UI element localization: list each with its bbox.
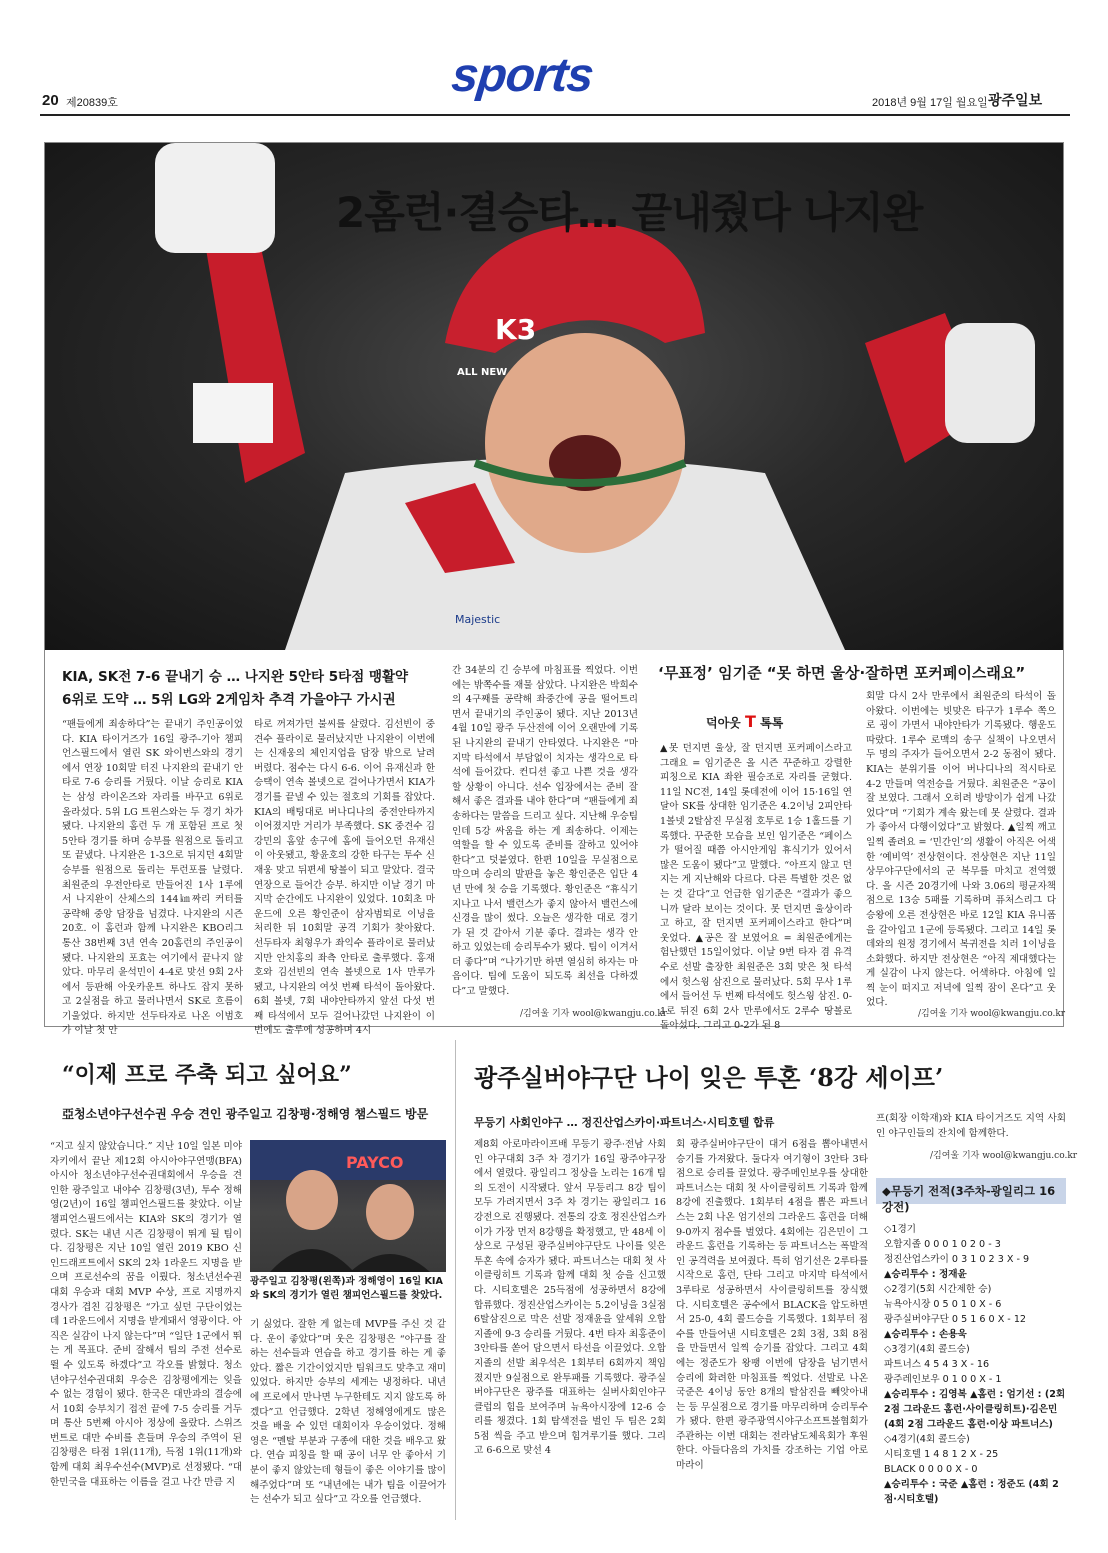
- page-number: 20: [42, 92, 59, 109]
- top-story-byline: /김여울 기자 wool@kwangju.co.kr: [520, 1009, 668, 1019]
- sidebar-byline: /김여울 기자 wool@kwangju.co.kr: [918, 1009, 1066, 1019]
- dugout-badge: [706, 712, 783, 731]
- photo-banner-text: PAYCO: [346, 1153, 404, 1172]
- left-story-column-1: “지고 싶지 않았습니다.” 지난 10일 일본 미야자키에서 끝난 제12회 아시아야구연맹(BFA) 아시아 청소년야구선수권대회에서 우승을 견인한 광주일고 내야수 김창평(3년), 투수 정해영(2년)이 16일 챔피언스필드를 찾았다. 이날 챔피언스필드에서는 KIA와 SK의 경기가 열렸다. SK는 내년 시즌 김창평이 뛰게 될 팀이다. 김창평은 지난 10일 열린 2019 KBO 신인드래프트에서 SK의 2차 1라운드 지명을 받으며 프로선수의 꿈을 이뤘다. 청소년선수권 대회 우승과 대회 MVP 수상, 프로 지명까지 경사가 겹친 김창평은 “가고 싶던 구단이었는데 1라운드에서 지명을 받게돼서 영광이다. 아직은 실감이 나지 않는다”며 “일단 1군에서 뛰는 게 목표다. 준비 잘해서 팀의 주전 선수로 뛸 수 있도록 하겠다”고 각오를 밝혔다. 청소년야구선수권대회 우승은 김창평에게는 잊을 수 없는 경험이 됐다. 한국은 대만과의 결승에서 10회 승부치기 접전 끝에 7-5 승리를 거두며 통산 5번째 아시아 정상에 올랐다. 스위즈 번트로 대만 수비를 흔들며 우승의 주역이 된 김창평은 타점 1위(11개), 득점 1위(11개)와 함께 대회 최우수선수(MVP)로 선정됐다. “대한민국을 대표하는 이름을 걸고 나간 만큼 지: [50, 1141, 242, 1488]
- issue-date: 2018년 9월 17일 월요일: [872, 97, 988, 109]
- score-line: ▲승리투수 : 국준 ▲홈런 : 정준도 (4회 2점·시티호텔): [884, 1479, 1059, 1505]
- top-subhead-2: 6위로 도약 … 5위 LG와 2게임차 추격 가을야구 가시권: [62, 692, 396, 708]
- sidebar-title: ‘무표정’ 임기준 “못 하면 울상·잘하면 포커페이스래요”: [658, 664, 1026, 682]
- score-line: 시티호텔 1 4 8 1 2 X - 25: [884, 1449, 999, 1460]
- top-story-column-1: “팬들에게 죄송하다”는 끝내기 주인공이었다. KIA 타이거즈가 16일 광주-기아 챔피언스필드에서 열린 SK 와이번스와의 경기에서 연장 10회말 터진 나지완의 끝내기 안타로 7-6 승리를 거뒀다. 이날 승리로 KIA는 삼성 라이온즈와 자리를 바꾸고 6위로 올라섰다. 5위 LG 트윈스와는 두 경기 차가 됐다. 나지완의 홈런 두 개 포함된 프로 첫 5안타 경기를 하며 승부를 원점으로 돌리고 또 끝냈다. 나지완은 1-3으로 뒤지던 4회말 승부를 원점으로 돌리는 투런포를 날렸다. 최원준의 우전안타로 만들어진 1사 1루에서 나지완이 산체스의 144㎞짜리 커터를 공략해 중앙 담장을 넘겼다. 나지완의 시즌 20호. 이 홈런과 함께 나지완은 KBO리그 통산 38번째 3년 연속 20홈런의 주인공이 됐다. 나지완의 포효는 여기에서 끝나지 않았다. 마무리 윤석민이 4-4로 맞선 9회 2사에서 등판해 아웃카운트 하나도 잡지 못하고 2실점을 하고 물러나면서 SK로 흐름이 기울었다. 하지만 선두타자로 나온 이범호가 이날 첫 안: [62, 719, 243, 1037]
- score-line: BLACK 0 0 0 0 X - 0: [884, 1464, 978, 1475]
- left-story-headline: “이제 프로 주축 되고 싶어요”: [62, 1062, 352, 1088]
- score-line: ◇3경기(4회 콜드승): [884, 1344, 970, 1355]
- dugout-badge-text-2: 톡톡: [760, 716, 784, 730]
- left-story-column-2: 기 싫었다. 잘한 게 없는데 MVP를 주신 것 같다. 운이 좋았다”며 웃은 김창평은 “야구를 잘하는 선수들과 연습을 하고 경기를 하는 게 좋았다. 짧은 기간이었지만 팀워크도 맞추고 재미있었다. 하지만 승부의 세계는 냉정하다. 내년에 프로에서 만나면 누구한테도 지지 않도록 하겠다”고 언급했다. 2학년 정해영에게도 많은 것을 배울 수 있던 대회이자 우승이었다. 정해영은 “멘탈 부분과 구종에 대한 것을 배우고 왔다. 연습 피칭을 할 때 공이 너무 안 좋아서 기분이 좋지 않았는데 형들이 좋은 이야기를 많이 해주었다”며 또 “내년에는 내가 팀을 이끌어가는 선수가 되고 싶다”고 각오를 언급했다.: [250, 1319, 446, 1506]
- left-story-subhead: 亞청소년야구선수권 우승 견인 광주일고 김창평·정해영 챔스필드 방문: [62, 1107, 429, 1121]
- left-photo-caption: 광주일고 김창평(왼쪽)과 정해영이 16일 KIA와 SK의 경기가 열린 챔피언스필드를 찾았다.: [250, 1276, 443, 1301]
- top-subhead-1: KIA, SK전 7-6 끝내기 승 … 나지완 5안타 5타점 맹활약: [62, 669, 409, 685]
- dugout-badge-text: 덕아웃: [706, 716, 741, 730]
- top-story-column-3: 간 34분의 긴 승부에 마침표를 찍었다. 이번에는 밖쪽수를 재물 삼았다. 나지완은 박희수의 4구째를 공략해 좌중간에 공을 떨어트리면서 끝내기의 주인공이 됐다. 지난 2013년 4월 10일 광주 두산전에 이어 오랜만에 기록된 나지완의 끝내기 안타였다. 나지완은 “마지막 타석에서 부담없이 치자는 생각으로 타석에 들어갔다. 컨디션 좋고 나쁜 것을 생각할 상황이 아니다. 선수 입장에서는 준비 잘해서 좋은 결과를 내야 한다”며 “팬들에게 죄송하다는 말씀을 드리고 싶다. 지난해 우승팀인데 5강 싸움을 하는 게 죄송하다. 이제는 역할을 할 수 있도록 준비를 잘하고 있어야 한다”고 덧붙였다. 한편 10일을 무실점으로 막으며 승리의 발판을 놓은 황인준은 입단 4년 만에 첫 승을 기록했다. 황인준은 “휴식기 지나고 나서 밸런스가 좋지 않아서 밸런스에 신경을 많이 썼다. 오늘은 생각한 대로 경기가 된 것 같아서 기분 좋다. 결과는 생각 안 하고 있었는데 승리투수가 됐다. 팀이 이겨서 더 좋다”며 “나가기만 하면 열심히 하자는 마음이다. 팀에 도움이 되도록 최선을 다하겠다”고 말했다.: [452, 665, 638, 998]
- score-line: 파트너스 4 5 4 3 X - 16: [884, 1359, 990, 1370]
- right-story-column-3: 프(회장 이학재)와 KIA 타이거즈도 지역 사회인 야구인들의 잔치에 함께한다.: [876, 1113, 1066, 1139]
- right-story-subhead: 무등기 사회인야구 … 정진산업스카이·파트너스·시티호텔 합류: [474, 1116, 775, 1129]
- helmet-logo: K3: [495, 313, 537, 346]
- section-logo: sports: [449, 49, 596, 102]
- header-rule: [40, 114, 1070, 116]
- score-line: 정진산업스카이 0 3 1 0 2 3 X - 9: [884, 1254, 1030, 1265]
- score-line: ◇4경기(4회 콜드승): [884, 1434, 970, 1445]
- scoreboard: [884, 1222, 1066, 1507]
- newspaper-name: 광주일보: [988, 92, 1043, 108]
- score-line: 뉴욕아시장 0 5 0 1 0 X - 6: [884, 1299, 1002, 1310]
- score-line: ▲승리투수 : 정재윤: [884, 1269, 967, 1280]
- right-story-byline: /김여울 기자 wool@kwangju.co.kr: [930, 1151, 1078, 1161]
- score-line: 오합지졸 0 0 0 1 0 2 0 - 3: [884, 1239, 1001, 1250]
- sidebar-column-2: 회말 다시 2사 만루에서 최원준의 타석이 돌아왔다. 이번에는 빗맞은 타구가 1루수 쪽으로 굉이 가면서 내야안타가 기록됐다. 행운도 따랐다. 1루수 로맥의 송구 실책이 나오면서 두 명의 주자가 들어오면서 2-2 동점이 됐다. KIA는 분위기를 이어 버나디나의 적시타로 4-2 만들며 역전승을 거뒀다. 최원준은 “공이 잘 보였다. 그래서 오히려 방망이가 쉽게 나갔었다”며 “기회가 계속 왔는데 못 살렸다. 결과가 좋아서 다행이었다”고 밝혔다. ▲일찍 깨고 일찍 졸려요 = ‘민간인’의 생활이 아직은 어색한 ‘예비역’ 전상현이다. 전상현은 지난 11일 상무야구단에서의 군 복무를 마치고 전역했다. 올 시즌 20경기에 나와 3.06의 평균자책점으로 13승 5패를 기록하며 퓨처스리그 다승왕에 오른 전상현은 바로 12일 KIA 유니폼을 갈아입고 1군에 등록됐다. 그리고 14일 롯데와의 원정 경기에서 복귀전을 치러 1이닝을 소화했다. 하지만 전상현은 “아직 제대했다는 게 실감이 나지 않는다. 어색하다. 아침에 일찍 눈이 떠지고 저녁에 일찍 잠이 온다”고 웃었다.: [866, 691, 1056, 1009]
- scoreboard-title: ◆무등기 전적(3주차-광일리그 16강전): [876, 1178, 1066, 1204]
- top-story-column-2: 타로 꺼져가던 불씨를 살렸다. 김선빈이 중견수 플라이로 물러났지만 나지완이 이번에는 신재웅의 체인지업을 담장 밖으로 날려버렸다. 점수는 다시 6-6. 이어 유재신과 한승택이 연속 볼넷으로 걸어나가면서 KIA가 경기를 끝낼 수 있는 절호의 기회를 잡았다. KIA의 배팅대로 버나디나의 중전안타까지 이어졌지만 거리가 부족했다. SK 중견수 김강민의 홈앞 송구에 홈에 들어오던 유재신이 아웃됐고, 황윤호의 강한 타구는 투수 신재웅 맞고 뒤편세 땅볼이 되고 말았다. 결국 연장으로 들어간 승부. 하지만 이날 경기 마지막 순간에도 나지완이 있었다. 10회초 마운드에 오른 황인준이 삼자범퇴로 이닝을 처리한 뒤 10회말 공격 기회가 찾아왔다. 선두타자 최형우가 좌익수 플라이로 물러났지만 안치홍의 좌측 안타로 출루했다. 홍재호와 김선빈의 연속 볼넷으로 1사 만루가 됐고, 나지완의 여섯 번째 타석이 돌아왔다. 6회 볼넷, 7회 내야안타까지 앞선 다섯 번째 타석에서 모두 걸어나갔던 나지완이 이번에도 출루에 성공하며 4시: [254, 719, 435, 1037]
- right-story-headline: 광주실버야구단 나이 잊은 투혼 ‘8강 세이프’: [474, 1063, 944, 1092]
- column-divider: [455, 1040, 456, 1520]
- right-story-column-2: 회 광주실버야구단이 대거 6점을 뽑아내면서 승기를 가져왔다. 둘다자 여기형이 3안타 3타점으로 승리를 끌었다. 광주메인보우를 상대한 파트너스는 대회 첫 사이클링히트 기록과 함께 8강에 진출했다. 1회부터 4점을 뽑은 파트너스는 2회 나온 엄기선의 그라운드 홈런을 더해 9-0까지 점수를 벌였다. 4회에는 김은민이 그라운드 홈런을 기록하는 등 파트너스는 폭발적인 공격력을 보여줬다. 특히 엄기선은 2루타를 시작으로 홈런, 단타 그리고 마지막 타석에서 3루타로 성공하면서 사이클링히트를 장식했다. 시티호텔은 공수에서 BLACK을 압도하면서 25-0, 4회 콜드승을 기록했다. 1회부터 점수를 만들어낸 시티호텔은 2회 3점, 3회 8점을 만들면서 일찍 승기를 잡았다. 그리고 4회에는 정준도가 왕팽 이번에 담장을 넘기면서 승리에 화려한 마침표를 찍었다. 선발로 나온 국준은 4이닝 동안 8개의 탈삼진을 빼앗아내는 등 무실점으로 경기를 마무리하며 승리투수가 됐다. 한편 광주광역시야구소프트볼협회가 주관하는 이번 대회는 전라남도체육회가 후원한다. 아들다음의 가치를 강조하는 기업 아로마라이: [676, 1139, 868, 1472]
- score-line: ◇2경기(5회 시간제한 승): [884, 1284, 992, 1295]
- left-story-photo: [250, 1140, 446, 1272]
- sidebar-column-1: ▲못 던지면 울상, 잘 던지면 포커페이스라고 그래요 = 임기준은 올 시즌 꾸준하고 강렬한 피칭으로 KIA 좌완 필승조로 자리를 굳혔다. 11일 NC전, 14일 롯데전에 이어 15·16일 연달아 SK를 상대한 임기준은 4.2이닝 2피안타 1볼넷 2탈삼진 무실점 호투로 1승 1홀드를 기록했다. 꾸준한 모습을 보인 임기준은 “페이스가 떨어질 때쯤 아시안게임 휴식기가 있어서 많은 도움이 됐다”고 말했다. “아프지 않고 던지는 게 지난해와 다르다. 다른 특별한 것은 없는 것 같다”고 언급한 임기준은 “결과가 좋으니까 달라 보이는 것이다. 못 던지면 울상이라고 하고, 잘 던지면 포커페이스라고 한다”며 웃었다. ▲공은 잘 보였어요 = 최원준에게는 험난했던 15일이었다. 이날 9번 타자 겸 유격수로 선발 출장한 최원준은 3회 맞은 첫 타석에서 헛스윙 삼진으로 물러났다. 5회 무사 1루에서 들어선 두 번째 타석에도 헛스윙 삼진. 0-1로 뒤진 6회 2사 만루에서도 2루수 땅볼로 돌아섰다. 그리고 0-2가 된 8: [660, 743, 852, 1032]
- two-players-illustration: [250, 1140, 446, 1272]
- score-line: 광주실버야구단 0 5 1 6 0 X - 12: [884, 1314, 1027, 1325]
- tigers-t-icon: T: [744, 712, 756, 731]
- score-line: 광주레인보우 0 1 0 0 X - 1: [884, 1374, 1002, 1385]
- helmet-text: ALL NEW: [457, 367, 508, 378]
- score-line: ▲승리투수 : 김영복 ▲홈런 : 엄기선 : (2회 2점 그라운드 홈런·사이클링히트)·김은민 (4회 2점 그라운드 홈런·이상 파트너스): [884, 1389, 1066, 1430]
- issue-number: 제20839호: [66, 97, 118, 109]
- score-line: ▲승리투수 : 손용욱: [884, 1329, 967, 1340]
- right-story-column-1: 제8회 아로마라이프배 무등기 광주·전남 사회인 야구대회 3주 차 경기가 16일 광주야구장에서 열렸다. 광일리그 정상을 노리는 16개 팀의 도전이 시작됐다. 앞서 무등리그 8강 팀이 모두 가려지면서 3주 차 경기는 광일리그 16강전으로 진행됐다. 전통의 강호 정진산업스카이가 가장 먼저 8강행을 확정했고, 만 48세 이상으로 구성된 광주실버야구단도 나이를 잊은 투혼 속에 승자가 됐다. 파트너스는 대회 첫 사이클링히트 기록과 함께 대회 첫 승을 신고했다. 시티호텔은 25득점에 성공하면서 8강에 합류했다. 정진산업스카이는 5.2이닝을 3실점 6탈삼진으로 막은 선발 정재윤을 앞세워 오합지졸에 9-3 승리를 거뒀다. 4번 타자 최홍준이 3안타를 쏟어 담으면서 타선을 이끌었다. 오합지졸의 선발 최우석은 1회부터 6회까지 책임졌지만 9실점으로 완투패를 기록했다. 광주실버야구단은 광주를 대표하는 실버사회인야구클럽의 힘을 보여주며 뉴욕아시장에 12-6 승리를 챙겼다. 1회 탐색전을 벌인 두 팀은 2회 5점 씩을 주고 받으며 힘겨루기를 했다. 그리고 6-6으로 맞선 4: [474, 1139, 666, 1457]
- score-line: ◇1경기: [884, 1224, 917, 1235]
- jersey-logo: Majestic: [455, 613, 501, 626]
- top-headline: 2홈런·결승타… 끝내줬다 나지완: [336, 188, 923, 237]
